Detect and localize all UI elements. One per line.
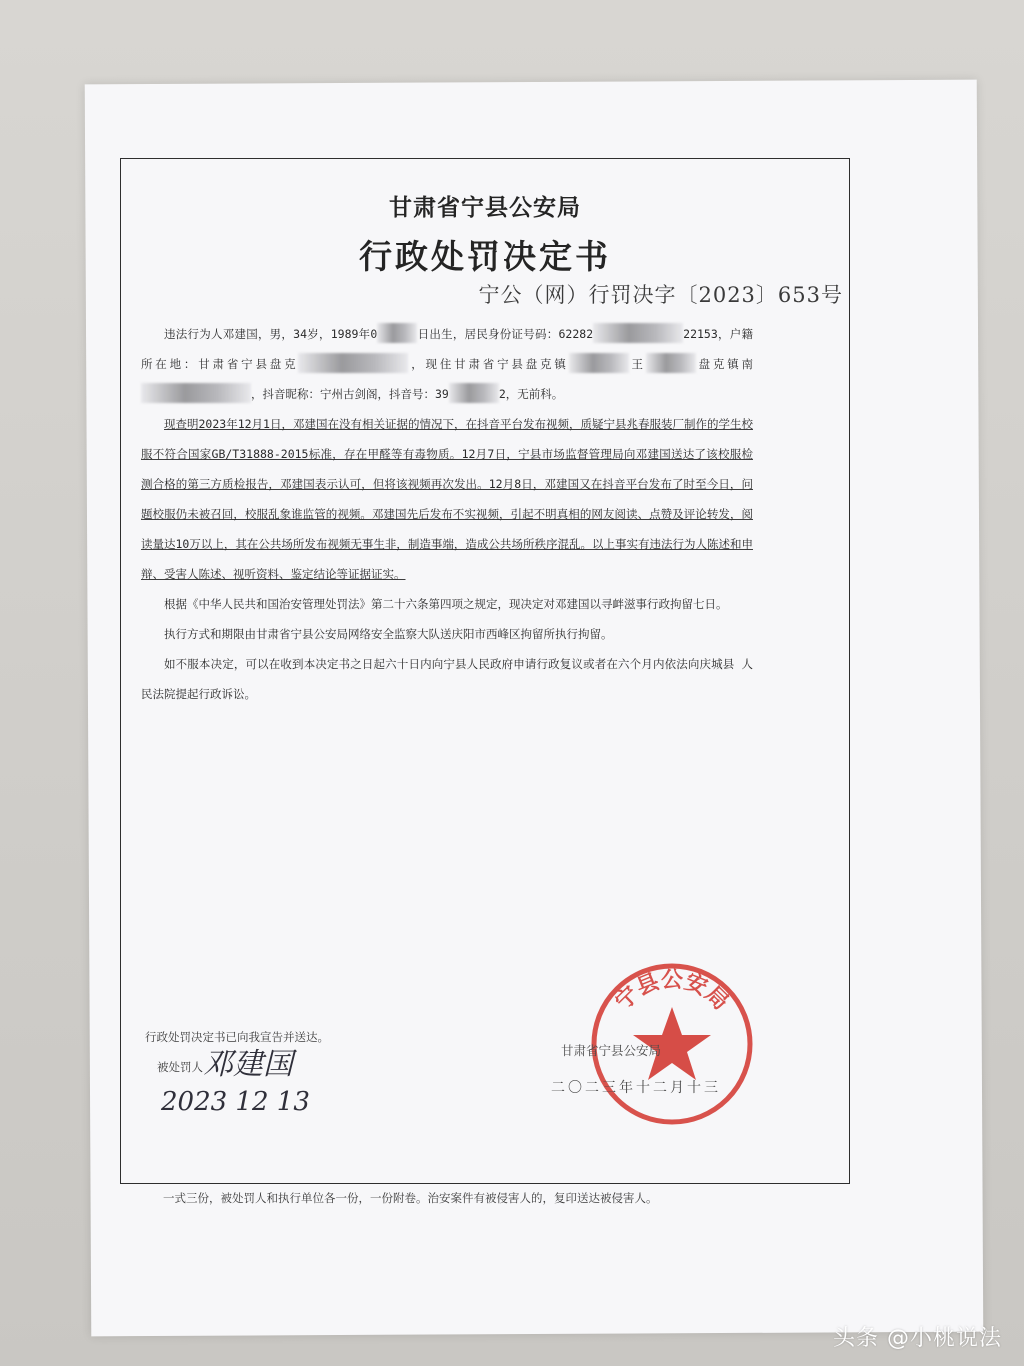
redaction-mark [569, 353, 629, 373]
svg-text:宁县公安局: 宁县公安局 [610, 967, 734, 1016]
penalized-person-label: 被处罚人 [157, 1060, 203, 1074]
issue-date: 二〇二三年十二月十三 [551, 1080, 721, 1096]
copies-footnote: 一式三份，被处罚人和执行单位各一份，一份附卷。治安案件有被侵害人的，复印送达被侵害人。 [163, 1191, 658, 1205]
watermark: 头条 @小桃说法 [833, 1326, 1002, 1351]
redaction-mark [377, 323, 417, 343]
document-title: 行政处罚决定书 [359, 237, 611, 276]
acknowledgement-note: 行政处罚决定书已向我宣告并送达。 [145, 1030, 329, 1044]
decision-form [120, 158, 850, 1184]
issuer-name: 甘肃省宁县公安局 [561, 1043, 662, 1058]
handwritten-date: 2023 12 13 [161, 1087, 310, 1117]
redaction-mark [298, 353, 408, 373]
document-body [141, 319, 753, 709]
legal-basis-paragraph: 根据《中华人民共和国治安管理处罚法》第二十六条第四项之规定，现决定对邓建国以寻衅滋事行政拘留七日。 [164, 597, 728, 611]
appeal-paragraph: 如不服本决定，可以在收到本决定书之日起六十日内向宁县人民政府申请行政复议或者在六个月内依法向庆城县 人民法院提起行政诉讼。 [141, 657, 753, 701]
handwritten-signature: 邓建国 [203, 1047, 293, 1082]
issuing-authority-title: 甘肃省宁县公安局 [389, 194, 581, 221]
redaction-mark [646, 353, 696, 373]
document-number: 宁公（网）行罚决字〔2023〕653号 [478, 283, 843, 307]
facts-paragraph: 现查明2023年12月1日，邓建国在没有相关证据的情况下，在抖音平台发布视频，质疑宁县兆春服装厂制作的学生校服不符合国家GB/T31888-2015标准，存在甲醛等有毒物质。12月7日，宁县市场监督管理局向邓建国送达了该校服检测合格的第三方质检报告，邓建国表示认可，但将该视频再次发出。12月8日，邓建国又在抖音平台发布了时至今日，问题校服仍未被召回，校服乱象谁监管的视频。邓建国先后发布不实视频，引起不明真相的网友阅读、点赞及评论转发，阅读量达10万以上，其在公共场所发布视频无事生非，制造事端，造成公共场所秩序混乱。以上事实有违法行为人陈述和申辩、受害人陈述、视听资料、鉴定结论等证据证实。 [141, 417, 753, 581]
offender-info-paragraph: 违法行为人邓建国，男，34岁，1989年0 日出生，居民身份证号码：62282 22153，户籍所在地：甘肃省宁县盘克 ，现住甘肃省宁县盘克镇 王 盘克镇南，抖音昵称：宁州古剑阁，抖音号：39 2，无前科。 [141, 319, 753, 409]
redaction-mark [449, 383, 499, 403]
execution-paragraph: 执行方式和期限由甘肃省宁县公安局网络安全监察大队送庆阳市西峰区拘留所执行拘留。 [164, 627, 613, 641]
redaction-mark [593, 323, 683, 343]
redaction-mark [141, 383, 251, 403]
